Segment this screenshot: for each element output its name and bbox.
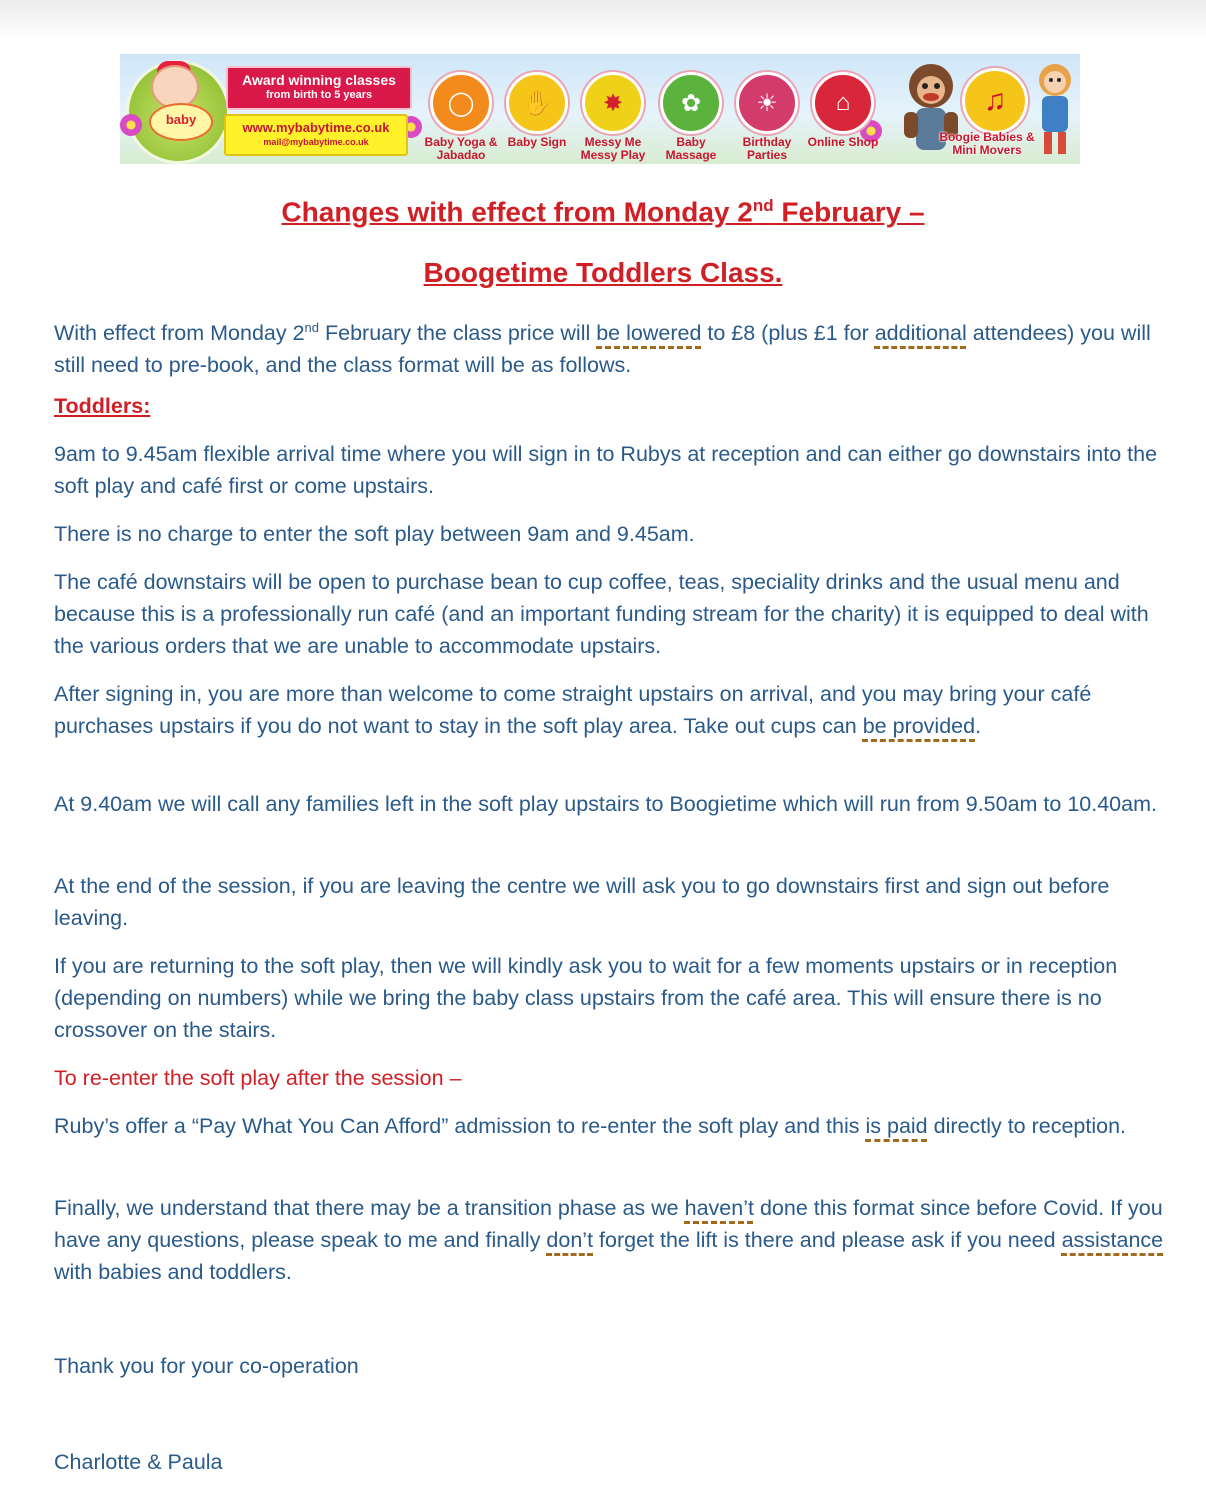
signature: Charlotte & Paula [54,1450,223,1474]
text: done this format since before Covid. If you have any questions, please speak to me and finally [54,1196,1163,1252]
hand-sign-icon: ✋ [506,72,568,134]
service-label: Baby Yoga & Jabadao [424,135,498,162]
ordinal: nd [304,320,320,335]
reenter-heading: To re-enter the soft play after the session – [54,1066,462,1090]
text: After signing in, you are more than welcome to come straight upstairs on arrival, and you may bring your café purchases upstairs if you do not want to stay in the soft play area. Take out cups can [54,682,1092,738]
paint-splat-icon: ✸ [582,72,644,134]
text: Ruby’s offer a “Pay What You Can Afford” admission to re-enter the soft play and this [54,1114,866,1138]
grammar-flag: be lowered [596,321,702,346]
website-box [224,114,408,156]
logo-text: baby [149,103,213,141]
notice-subtitle: Boogetime Toddlers Class. [423,257,783,288]
text: February the class price will [319,321,597,346]
paragraph-arrival: 9am to 9.45am flexible arrival time where you will sign in to Rubys at reception and can either go downstairs into the soft play and café first or come upstairs. [54,442,1158,498]
service-label: Birthday Parties [742,135,792,162]
grammar-flag: assistance [1061,1228,1164,1252]
shop-house-icon: ⌂ [812,72,874,134]
music-note-badge [956,68,1034,134]
paragraph-boogietime-call: At 9.40am we will call any families left in the soft play upstairs to Boogietime which will run from 9.50am to 10.40am. [54,792,1157,816]
title-text: Changes with effect from Monday 2 [281,196,753,228]
grammar-flag: don’t [546,1228,594,1252]
award-line-1: Award winning classes [242,72,396,88]
title-text-end: February – [773,196,925,228]
text: . [975,714,982,738]
grammar-flag: additional [874,321,967,346]
grammar-flag: is paid [865,1114,928,1138]
thank-you-line: Thank you for your co-operation [54,1354,359,1378]
notice-title [0,196,1206,228]
text: directly to reception. [927,1114,1127,1138]
text: to £8 (plus £1 for [701,321,875,346]
paragraph-end-session: At the end of the session, if you are leaving the centre we will ask you to go downstairs first and sign out before leaving. [54,874,1110,930]
service-birthday-parties [728,72,806,162]
service-baby-sign [498,72,576,149]
service-baby-massage [652,72,730,162]
paragraph-pay-what-you-can [54,1110,1164,1142]
top-fade [0,0,1206,40]
service-baby-yoga [422,72,500,162]
title-ordinal: nd [752,196,774,215]
paragraph-price-change [54,312,1164,381]
email-link[interactable]: mail@mybabytime.co.uk [263,137,369,147]
grammar-flag: be provided [862,714,976,738]
paragraph-cafe: The café downstairs will be open to purchase bean to cup coffee, teas, speciality drinks and the usual menu and because this is a professionally run café (and an important funding stream for the charity) it is equipped to deal with the various orders that we are unable to accommodate upstairs. [54,570,1149,658]
text: attendees) you will still need to pre-book, and the class format will be as follows. [54,321,1151,378]
toddlers-heading: Toddlers: [54,394,151,418]
service-online-shop [804,72,882,149]
boogie-babies-label: Boogie Babies & Mini Movers [939,130,1035,157]
mybabytime-banner [120,54,1080,164]
service-label: Online Shop [807,135,879,149]
paragraph-upstairs [54,678,1164,742]
service-messy-play [574,72,652,162]
website-link[interactable]: www.mybabytime.co.uk [242,120,390,135]
award-box [226,66,412,110]
yoga-icon: ◯ [430,72,492,134]
massage-icon: ✿ [660,72,722,134]
music-note-icon: ♫ [962,68,1028,134]
grammar-flag: haven’t [684,1196,754,1220]
paragraph-no-charge: There is no charge to enter the soft play between 9am and 9.45am. [54,522,695,546]
paragraph-finally [54,1192,1164,1288]
text: with babies and toddlers. [54,1260,292,1284]
text: forget the lift is there and please ask if you need [593,1228,1062,1252]
service-label: Baby Massage [665,135,717,162]
paragraph-returning: If you are returning to the soft play, then we will kindly ask you to wait for a few moments upstairs or in reception (depending on numbers) while we bring the baby class upstairs from the café area. This will ensure there is no crossover on the stairs. [54,954,1118,1042]
text: With effect from Monday 2 [54,321,305,346]
flower-icon [120,114,142,136]
baby-time-logo [126,60,230,164]
award-line-2: from birth to 5 years [265,89,373,101]
service-label: Baby Sign [507,135,567,149]
service-label: Messy Me Messy Play [580,135,646,162]
balloon-icon: ☀ [736,72,798,134]
text: Finally, we understand that there may be a transition phase as we [54,1196,685,1220]
